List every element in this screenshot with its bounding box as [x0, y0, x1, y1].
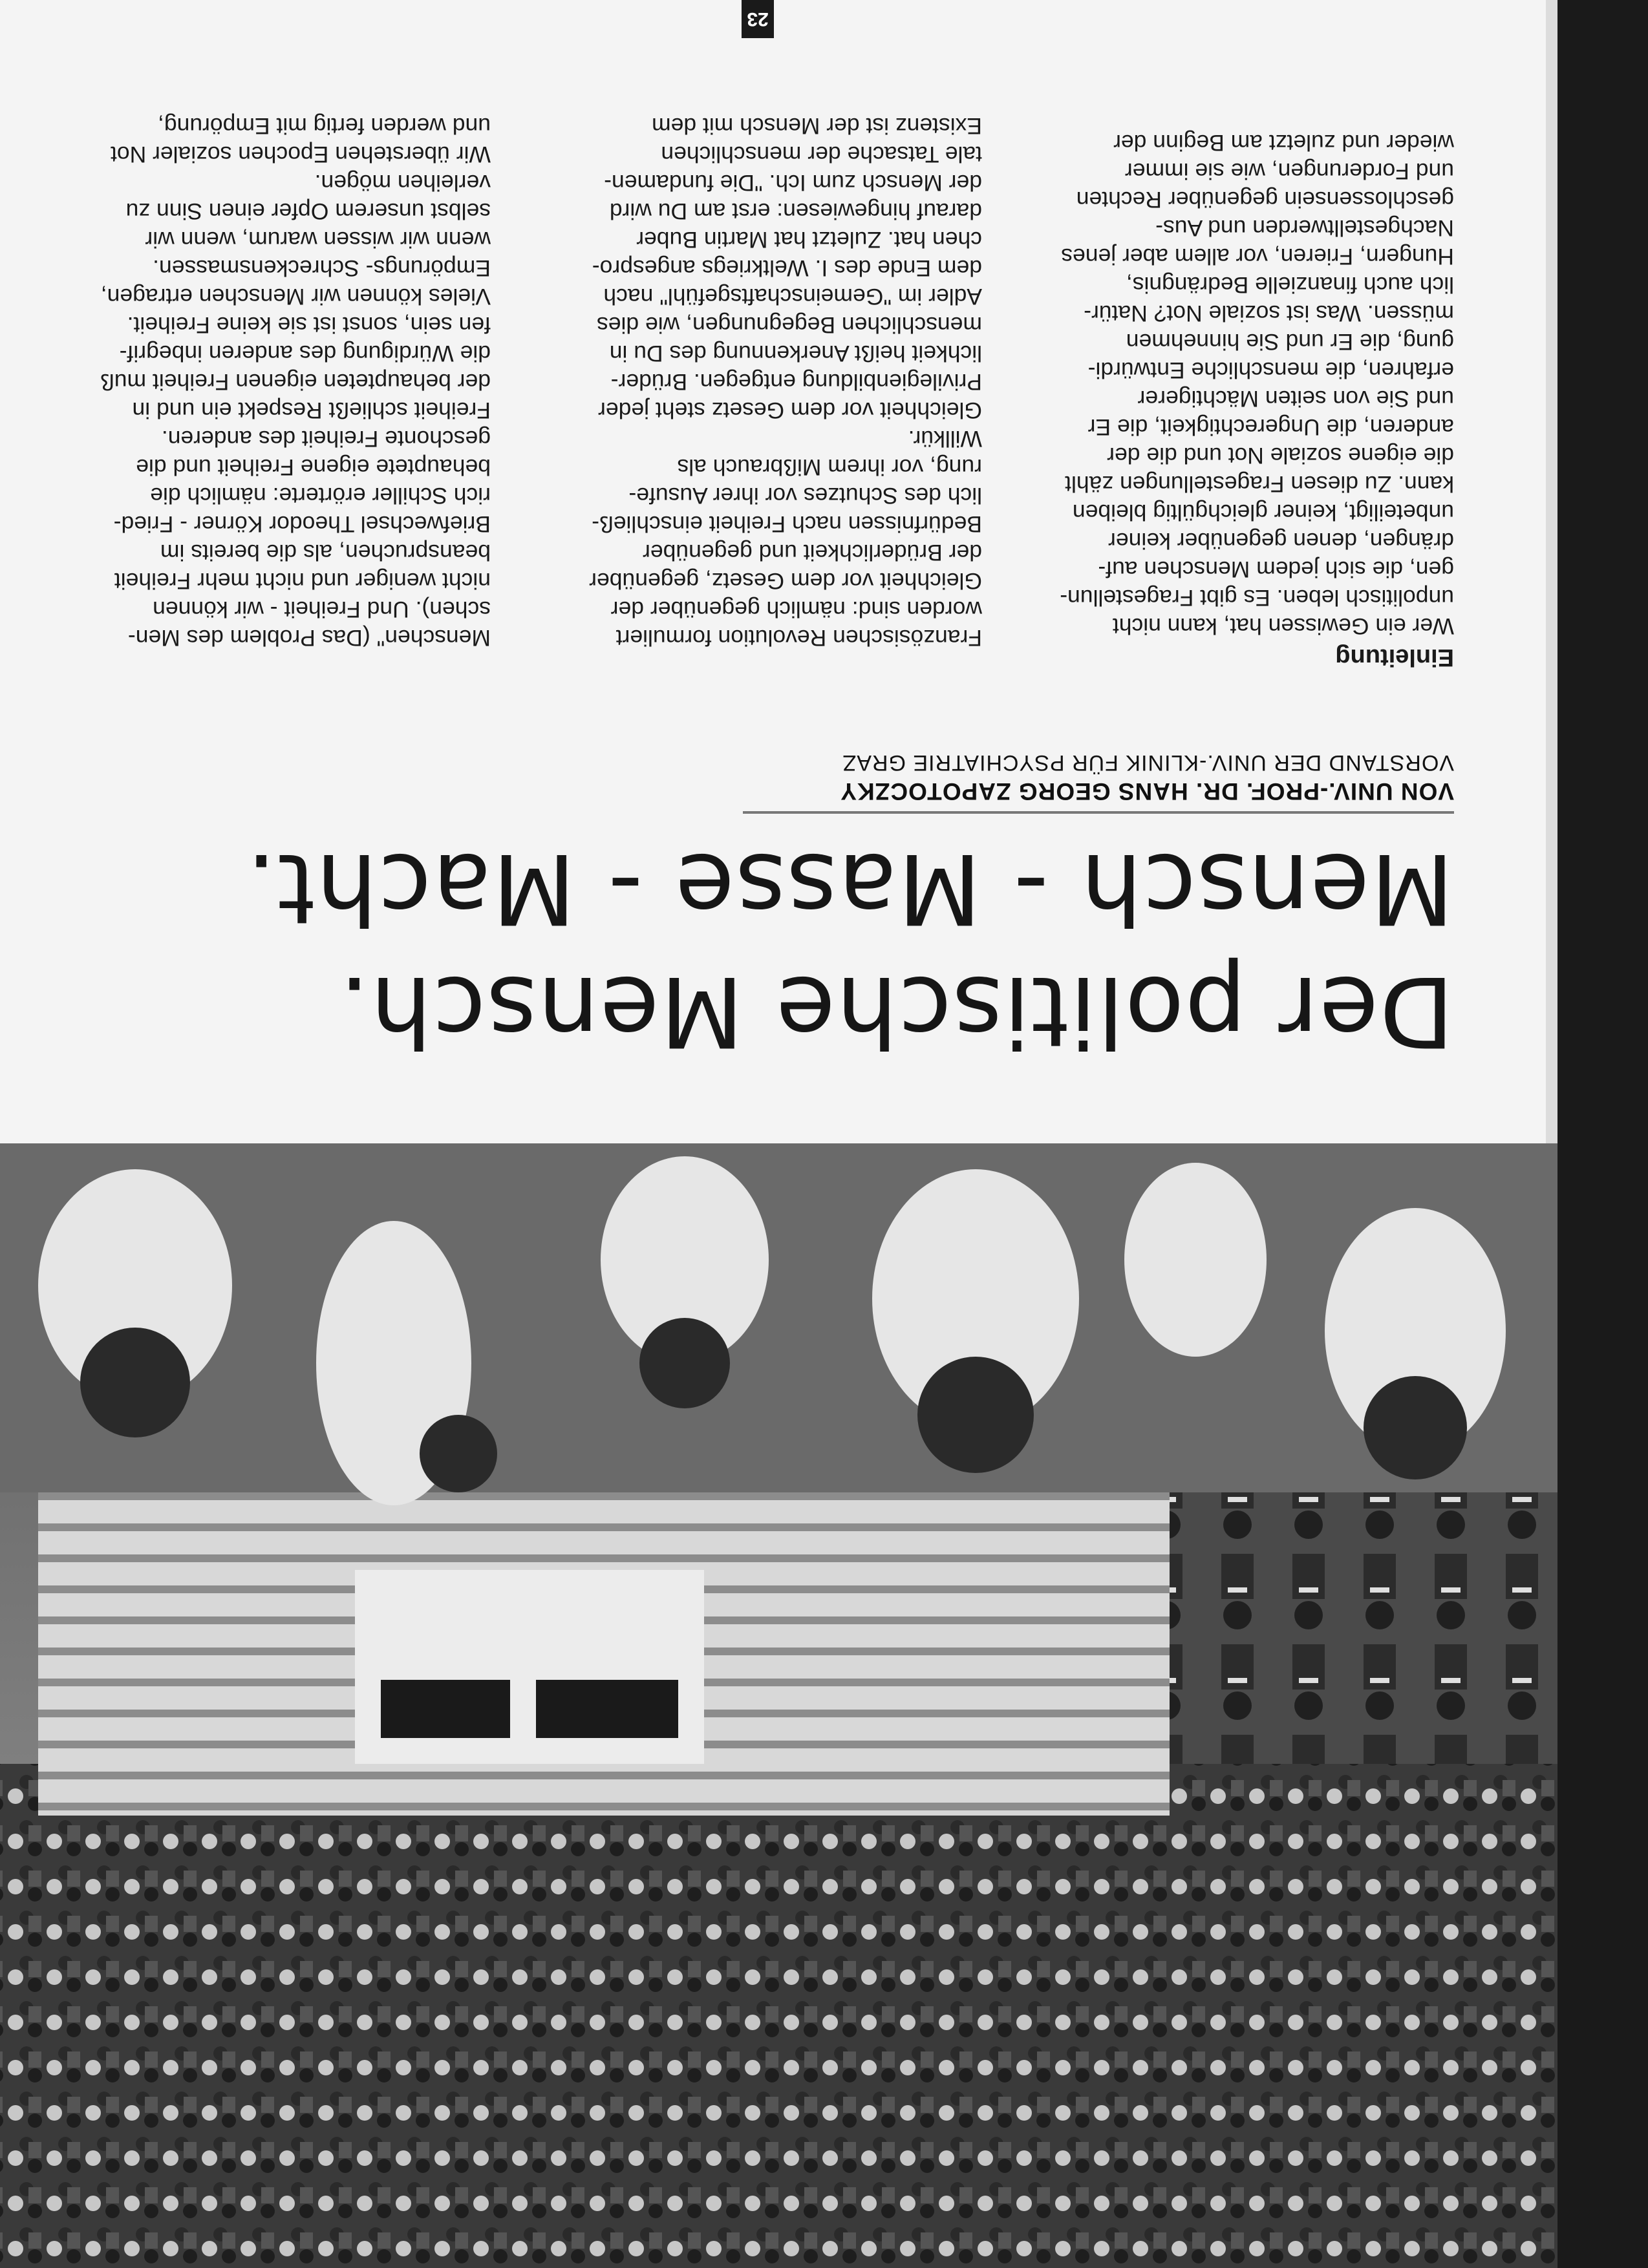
- text-line: und Forderungen, wie sie immer: [1124, 158, 1454, 184]
- text-line: tale Tatsache der menschlichen: [661, 142, 982, 167]
- text-line: behauptete eigene Freiheit und die: [136, 454, 491, 480]
- title-line-2: Mensch - Masse - Macht.: [245, 832, 1454, 944]
- crowd-photo: [0, 1143, 1557, 2268]
- text-line: gen, die sich jedem Menschen auf-: [1098, 556, 1454, 582]
- article-title: [109, 827, 1454, 1072]
- text-line: wenn wir wissen warum, wenn wir: [145, 227, 491, 253]
- text-line: Bedürfnissen nach Freiheit einschließ-: [592, 511, 982, 537]
- page-number: 23: [742, 0, 774, 38]
- text-line: erfahren, die menschliche Entwürdi-: [1087, 357, 1454, 383]
- text-line: chen hat. Zuletzt hat Martin Buber: [636, 227, 982, 253]
- text-line: beanspruchen, als die bereits im: [160, 540, 491, 566]
- text-line: Gleichheit vor dem Gesetz steht jeder: [598, 397, 982, 423]
- text-line: lich auch finanzielle Bedrängnis,: [1126, 272, 1454, 298]
- text-line: Nachgestelltwerden und Aus-: [1155, 215, 1454, 241]
- text-line: Hungern, Frieren, vor allem aber jenes: [1061, 244, 1454, 270]
- text-line: Existenz ist der Mensch mit dem: [652, 113, 982, 139]
- text-column-1: [1040, 129, 1454, 672]
- column-3-body: [70, 112, 491, 652]
- text-line: Wer ein Gewissen hat, kann nicht: [1112, 613, 1454, 639]
- text-line: Adler im "Gemeinschaftsgefühl" nach: [603, 284, 982, 310]
- byline: [743, 750, 1454, 814]
- text-line: geschlossensein gegenüber Rechten: [1076, 187, 1454, 213]
- text-line: lich des Schutzes vor ihrer Ausufe-: [628, 483, 982, 509]
- text-line: die eigene soziale Not und die der: [1107, 443, 1454, 469]
- text-line: müssen. Was ist soziale Not? Natür-: [1084, 301, 1454, 326]
- title-line-1: Der politische Mensch.: [338, 955, 1454, 1067]
- text-line: schen). Und Freiheit - wir können: [153, 597, 491, 622]
- text-line: darauf hingewiesen: erst am Du wird: [609, 198, 982, 224]
- text-line: der Mensch zum Ich. "Die fundamen-: [604, 170, 982, 196]
- text-line: Wir überstehen Epochen sozialer Not: [110, 142, 491, 167]
- text-line: Briefwechsel Theodor Körner - Fried-: [113, 511, 491, 537]
- text-line: worden sind: nämlich gegenüber der: [610, 597, 982, 622]
- text-line: unbeteiligt, keiner gleichgültig bleiben: [1072, 500, 1454, 525]
- text-line: Empörungs- Schreckensmassen.: [153, 255, 491, 281]
- text-line: unpolitisch leben. Es gibt Fragestellun-: [1060, 585, 1454, 611]
- text-line: nicht weniger und nicht mehr Freiheit: [114, 568, 491, 594]
- text-column-3: [70, 112, 491, 652]
- column-2-body: [562, 112, 982, 652]
- text-line: rung, vor ihrem Mißbrauch als: [677, 454, 982, 480]
- text-line: die Würdigung des anderen inbegrif-: [119, 341, 491, 366]
- text-line: und werden fertig mit Empörung,: [157, 113, 491, 139]
- text-line: Französischen Revolution formuliert: [615, 625, 982, 651]
- text-line: der Brüderlichkeit und gegenüber: [643, 540, 982, 566]
- text-line: Freiheit schließt Respekt ein und in: [132, 397, 491, 423]
- author-role: VORSTAND DER UNIV.-KLINIK FÜR PSYCHIATRIE GRAZ: [842, 750, 1454, 775]
- text-line: wieder und zuletzt am Beginn der: [1113, 130, 1454, 156]
- photo-graphic: [0, 1143, 1557, 2268]
- text-line: Privilegienbildung entgegen. Brüder-: [610, 369, 982, 395]
- text-line: kann. Zu diesen Fragestellungen zählt: [1065, 471, 1454, 497]
- text-line: verleihen mögen.: [314, 170, 491, 196]
- text-line: anderen, die Ungerechtigkeit, die Er: [1087, 414, 1454, 440]
- text-line: Menschen" (Das Problem des Men-: [127, 625, 491, 651]
- text-line: dem Ende des I. Weltkriegs angespro-: [592, 255, 982, 281]
- text-line: lichkeit heißt Anerkennung des Du in: [609, 341, 982, 366]
- text-line: selbst unserem Opfer einen Sinn zu: [125, 198, 491, 224]
- section-heading: Einleitung: [1335, 644, 1454, 671]
- text-line: gung, die Er und Sie hinnehmen: [1126, 329, 1454, 355]
- text-line: rich Schiller erörterte: nämlich die: [150, 483, 491, 509]
- column-1-body: [1040, 129, 1454, 641]
- page-edge-shadow: [1557, 0, 1648, 2268]
- text-column-2: [562, 112, 982, 652]
- author-name: VON UNIV.-PROF. DR. HANS GEORG ZAPOTOCZKY: [840, 778, 1454, 805]
- text-line: und Sie von seiten Mächtigerer: [1137, 386, 1454, 412]
- text-line: geschonte Freiheit des anderen.: [161, 426, 491, 452]
- text-line: drängen, denen gegenüber keiner: [1108, 528, 1454, 554]
- text-line: Willkür.: [908, 426, 982, 452]
- text-line: Vieles können wir Menschen ertragen,: [100, 284, 491, 310]
- text-line: der behaupteten eigenen Freiheit muß: [100, 369, 491, 395]
- text-line: fen sein, sonst ist sie keine Freiheit.: [127, 312, 491, 338]
- text-line: Gleichheit vor dem Gesetz, gegenüber: [589, 568, 982, 594]
- text-line: menschlichen Begegnungen, wie dies: [596, 312, 982, 338]
